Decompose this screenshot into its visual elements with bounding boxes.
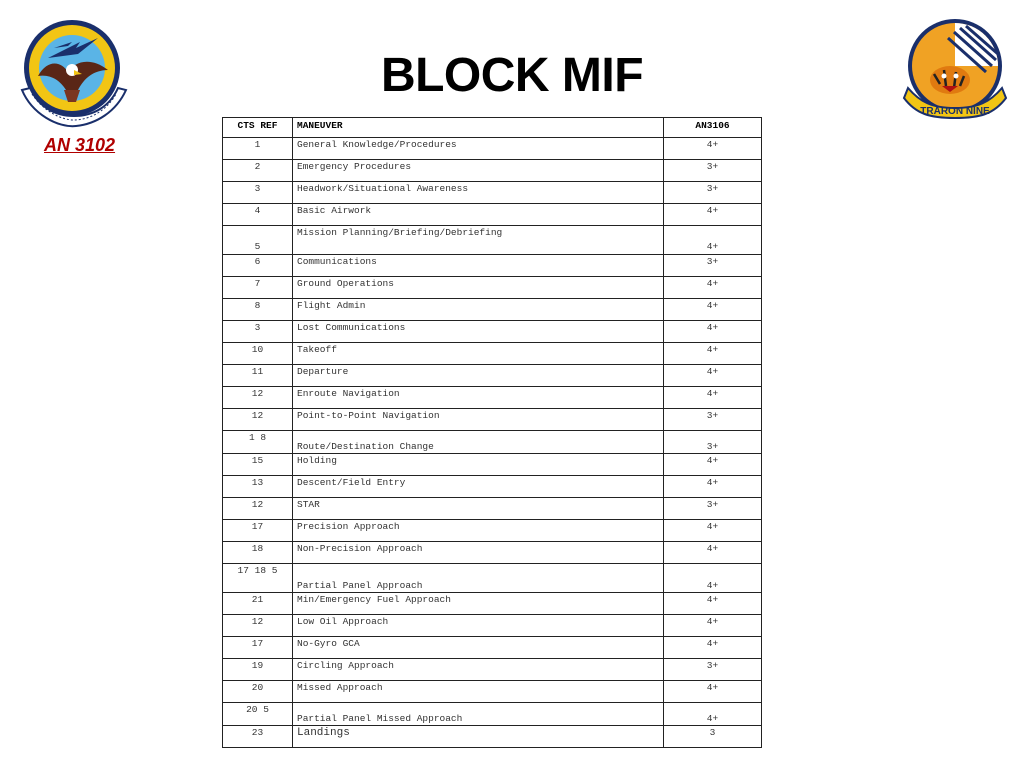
maneuver-cell: Takeoff	[293, 343, 664, 365]
table-row	[223, 255, 762, 277]
grade-cell: 3+	[664, 182, 762, 204]
maneuver-cell: Circling Approach	[293, 659, 664, 681]
maneuver-cell: Holding	[293, 454, 664, 476]
maneuver-cell: Emergency Procedures	[293, 160, 664, 182]
maneuver-cell: Landings	[293, 726, 664, 748]
grade-cell: 4+	[664, 681, 762, 703]
table-row	[223, 498, 762, 520]
table-row	[223, 703, 762, 726]
cts-ref-cell: 3	[223, 321, 293, 343]
maneuver-cell: Departure	[293, 365, 664, 387]
grade-cell: 4+	[664, 476, 762, 498]
patch-text-traron-nine: TRARON NINE	[920, 106, 990, 117]
maneuver-cell: Communications	[293, 255, 664, 277]
maneuver-cell: Low Oil Approach	[293, 615, 664, 637]
maneuver-cell: Enroute Navigation	[293, 387, 664, 409]
cts-ref-cell: 15	[223, 454, 293, 476]
table-header-row	[223, 118, 762, 138]
grade-cell: 3+	[664, 498, 762, 520]
grade-cell: 4+	[664, 277, 762, 299]
grade-cell: 4+	[664, 615, 762, 637]
cts-ref-cell: 18	[223, 542, 293, 564]
grade-cell: 4+	[664, 542, 762, 564]
table-row	[223, 182, 762, 204]
grade-cell: 3+	[664, 659, 762, 681]
grade-cell: 4+	[664, 520, 762, 542]
grade-cell: 4+	[664, 637, 762, 659]
table-row	[223, 542, 762, 564]
header-grade: AN3106	[664, 118, 762, 138]
table-row	[223, 226, 762, 255]
table-row	[223, 431, 762, 454]
cts-ref-cell: 17	[223, 520, 293, 542]
maneuver-cell: Basic Airwork	[293, 204, 664, 226]
grade-cell: 3+	[664, 409, 762, 431]
table-row	[223, 476, 762, 498]
maneuver-cell: Ground Operations	[293, 277, 664, 299]
grade-cell: 3+	[664, 431, 762, 454]
table-row	[223, 593, 762, 615]
cts-ref-cell: 21	[223, 593, 293, 615]
maneuver-cell: Headwork/Situational Awareness	[293, 182, 664, 204]
maneuver-cell: Lost Communications	[293, 321, 664, 343]
table-row	[223, 520, 762, 542]
maneuver-cell: Missed Approach	[293, 681, 664, 703]
maneuver-cell: Precision Approach	[293, 520, 664, 542]
page-title: BLOCK MIF	[380, 49, 644, 102]
maneuver-cell: Partial Panel Missed Approach	[293, 703, 664, 726]
maneuver-cell: General Knowledge/Procedures	[293, 138, 664, 160]
table-row	[223, 138, 762, 160]
table-row	[223, 277, 762, 299]
cts-ref-cell: 1 8	[223, 431, 293, 454]
cts-ref-cell: 12	[223, 615, 293, 637]
grade-cell: 4+	[664, 299, 762, 321]
cts-ref-cell: 20	[223, 681, 293, 703]
table-row	[223, 409, 762, 431]
maneuver-cell: STAR	[293, 498, 664, 520]
cts-ref-cell: 12	[223, 409, 293, 431]
table-row	[223, 659, 762, 681]
cts-ref-cell: 4	[223, 204, 293, 226]
cts-ref-cell: 11	[223, 365, 293, 387]
cts-ref-cell: 23	[223, 726, 293, 748]
table-row	[223, 204, 762, 226]
table-row	[223, 365, 762, 387]
table-row	[223, 160, 762, 182]
table-row	[223, 299, 762, 321]
table-row	[223, 564, 762, 593]
cts-ref-cell: 17 18 5	[223, 564, 293, 593]
cts-ref-cell: 2	[223, 160, 293, 182]
table-row	[223, 343, 762, 365]
maneuver-cell: Min/Emergency Fuel Approach	[293, 593, 664, 615]
mif-table	[222, 117, 762, 748]
grade-cell: 4+	[664, 564, 762, 593]
maneuver-cell: Mission Planning/Briefing/Debriefing	[293, 226, 664, 255]
grade-cell: 3+	[664, 255, 762, 277]
grade-cell: 4+	[664, 365, 762, 387]
cts-ref-cell: 6	[223, 255, 293, 277]
table-row	[223, 615, 762, 637]
grade-cell: 4+	[664, 454, 762, 476]
grade-cell: 4+	[664, 321, 762, 343]
cts-ref-cell: 12	[223, 387, 293, 409]
cts-ref-cell: 13	[223, 476, 293, 498]
table-row	[223, 726, 762, 748]
cts-ref-cell: 7	[223, 277, 293, 299]
grade-cell: 4+	[664, 204, 762, 226]
cts-ref-cell: 3	[223, 182, 293, 204]
table-row	[223, 387, 762, 409]
maneuver-cell: No-Gyro GCA	[293, 637, 664, 659]
table-row	[223, 454, 762, 476]
grade-cell: 3+	[664, 160, 762, 182]
table-row	[223, 681, 762, 703]
header-cts-ref: CTS REF	[223, 118, 293, 138]
grade-cell: 4+	[664, 226, 762, 255]
cts-ref-cell: 20 5	[223, 703, 293, 726]
table-row	[223, 321, 762, 343]
cts-ref-cell: 10	[223, 343, 293, 365]
cts-ref-cell: 19	[223, 659, 293, 681]
maneuver-cell: Flight Admin	[293, 299, 664, 321]
cts-ref-cell: 8	[223, 299, 293, 321]
grade-cell: 3	[664, 726, 762, 748]
cts-ref-cell: 17	[223, 637, 293, 659]
page-subtitle: AN 3102	[44, 135, 116, 155]
cts-ref-cell: 5	[223, 226, 293, 255]
grade-cell: 4+	[664, 593, 762, 615]
cts-ref-cell: 1	[223, 138, 293, 160]
grade-cell: 4+	[664, 703, 762, 726]
maneuver-cell: Descent/Field Entry	[293, 476, 664, 498]
maneuver-cell: Partial Panel Approach	[293, 564, 664, 593]
maneuver-cell: Point-to-Point Navigation	[293, 409, 664, 431]
cts-ref-cell: 12	[223, 498, 293, 520]
table-row	[223, 637, 762, 659]
grade-cell: 4+	[664, 387, 762, 409]
grade-cell: 4+	[664, 138, 762, 160]
maneuver-cell: Non-Precision Approach	[293, 542, 664, 564]
header-maneuver: MANEUVER	[293, 118, 664, 138]
maneuver-cell: Route/Destination Change	[293, 431, 664, 454]
grade-cell: 4+	[664, 343, 762, 365]
